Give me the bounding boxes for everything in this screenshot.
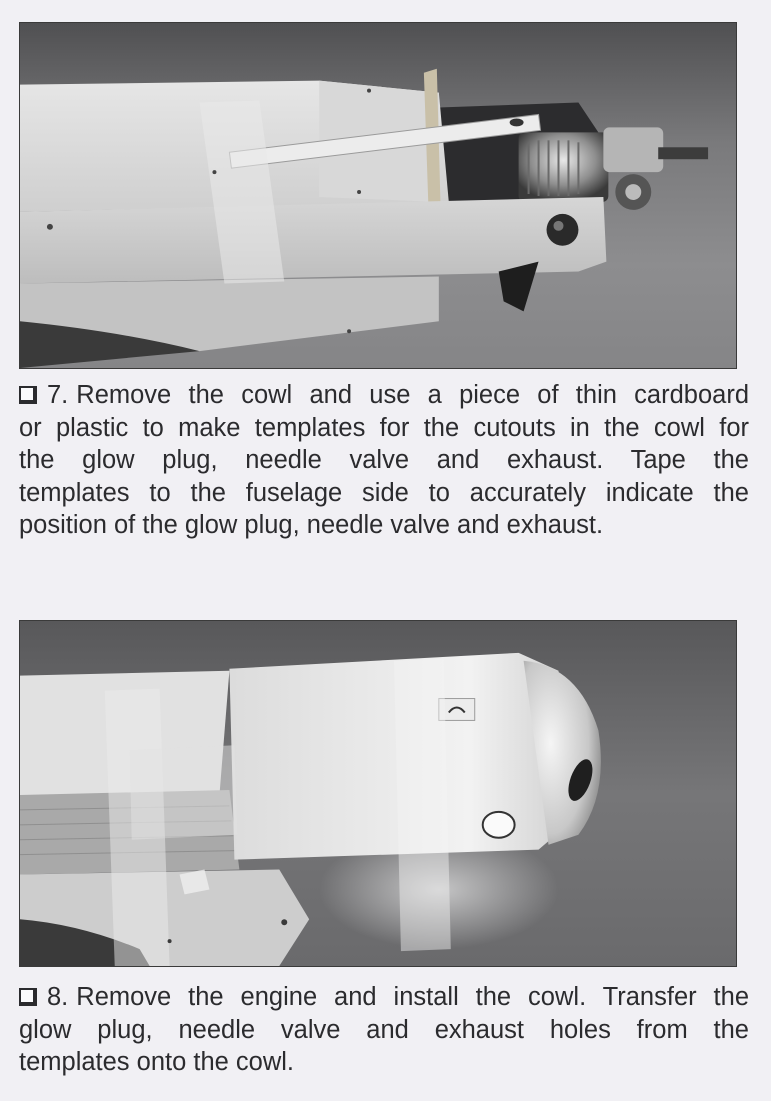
engine-template-photo-graphic — [20, 23, 736, 368]
step-8-line-2: glow plug, needle valve and exhaust holes from the — [19, 1015, 749, 1044]
step-8-line-1-text: Remove the engine and install the cowl. Transfer the — [76, 983, 749, 1011]
photo-engine-with-templates — [19, 22, 737, 369]
checkbox-icon[interactable] — [19, 988, 37, 1006]
step-7-line-5: position of the glow plug, needle valve and exhaust. — [19, 511, 604, 539]
checkbox-icon[interactable] — [19, 386, 37, 404]
step-7-line-4: templates to the fuselage side to accurately indicate the — [19, 478, 749, 507]
photo-cowl-with-templates — [19, 620, 737, 967]
step-8-line-3: templates onto the cowl. — [19, 1048, 294, 1076]
step-7-line-2: or plastic to make templates for the cutouts in the cowl for — [19, 413, 749, 442]
step-7-number: 7. — [47, 381, 69, 409]
step-8-number: 8. — [47, 983, 69, 1011]
step-7-line-1-text: Remove the cowl and use a piece of thin cardboard — [76, 381, 749, 409]
step-7-text — [19, 379, 749, 542]
step-7-line-1 — [19, 379, 749, 412]
step-8-text — [19, 981, 749, 1079]
step-7-line-3: the glow plug, needle valve and exhaust. Tape the — [19, 446, 749, 474]
step-8-line-1 — [19, 981, 749, 1014]
cowl-template-photo-graphic — [20, 621, 736, 966]
